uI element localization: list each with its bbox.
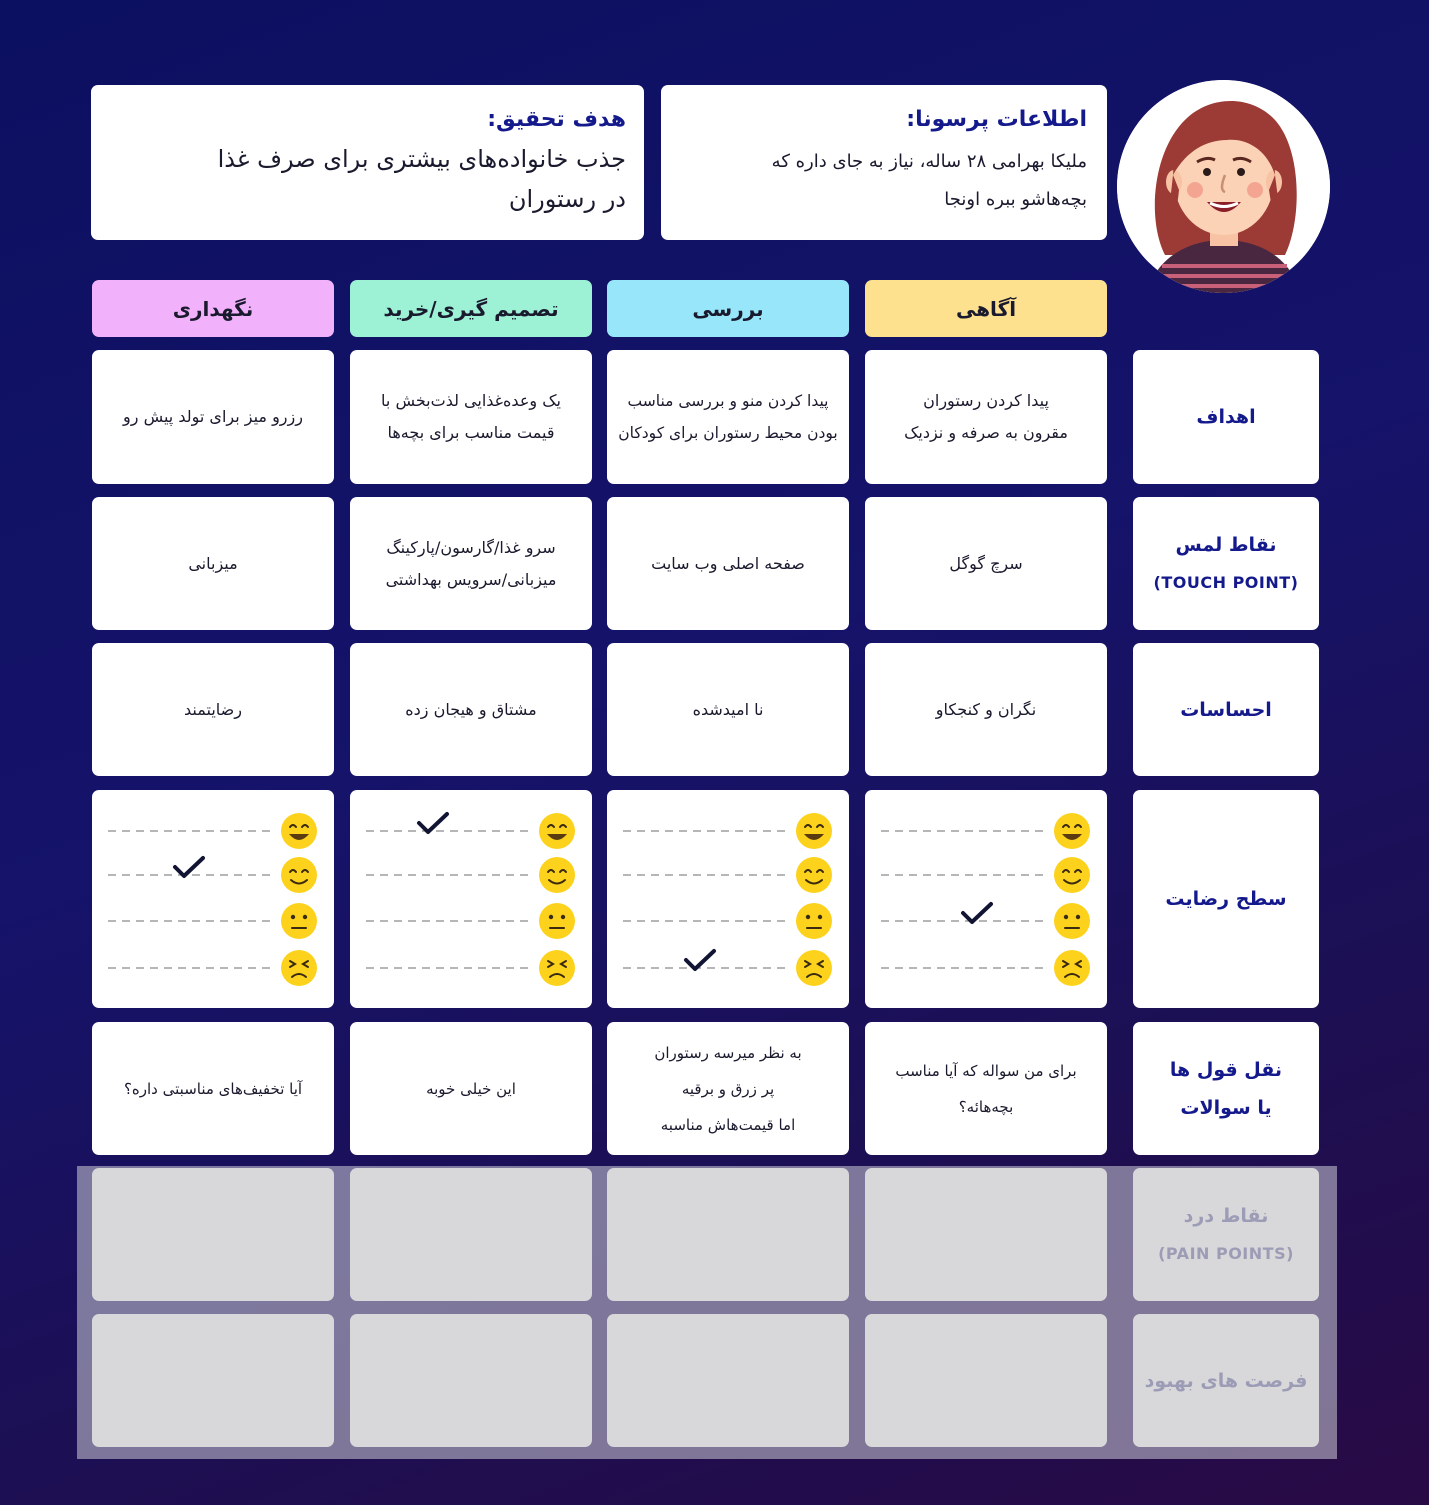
improvements-cell-retention <box>92 1314 334 1447</box>
cell-line: نگران و کنجکاو <box>935 699 1037 719</box>
row-label-touchpoints <box>1133 497 1319 630</box>
feelings-cell-decision <box>350 643 592 776</box>
row-label-quotes <box>1133 1022 1319 1155</box>
touchpoints-label: نقاط لمس <box>1175 533 1277 556</box>
row-label-painpoints <box>1133 1168 1319 1301</box>
cell-line: سرچ گوگل <box>949 553 1023 573</box>
satisfaction-scale <box>865 790 1107 1008</box>
touchpoints-cell-consideration <box>607 497 849 630</box>
check-mark-icon <box>175 858 203 876</box>
smiling-face-icon <box>1054 857 1090 893</box>
painpoints-cell-consideration <box>607 1168 849 1301</box>
goals-cell-awareness <box>865 350 1107 484</box>
quotes-label-line-1: نقل قول ها <box>1169 1058 1283 1081</box>
cell-line: یک وعده‌غذایی لذت‌بخش با <box>381 391 561 410</box>
cell-line: پیدا کردن رستوران <box>923 391 1049 410</box>
cell-line: سرو غذا/گارسون/پارکینگ <box>386 537 556 557</box>
improvements-cell-consideration <box>607 1314 849 1447</box>
row-label-satisfaction <box>1133 790 1319 1008</box>
very-happy-face-icon <box>796 813 832 849</box>
cell-line: مشتاق و هیجان زده <box>405 699 537 719</box>
cell-line: این خیلی خوبه <box>426 1079 516 1098</box>
quotes-cell-awareness <box>865 1022 1107 1155</box>
check-mark-icon <box>963 904 991 922</box>
quotes-cell-retention <box>92 1022 334 1155</box>
cell-line: قیمت مناسب برای بچه‌ها <box>387 423 555 442</box>
cell-line: به نظر میرسه رستوران <box>654 1043 802 1062</box>
cell-line: برای من سواله که آیا مناسب <box>895 1061 1077 1080</box>
cell-line: اما قیمت‌هاش مناسبه <box>660 1115 796 1134</box>
improvements-cell-awareness <box>865 1314 1107 1447</box>
row-label-improvements <box>1133 1314 1319 1447</box>
satisfaction-cell-retention <box>92 790 334 1008</box>
painpoints-cell-awareness <box>865 1168 1107 1301</box>
upset-face-icon <box>1054 950 1090 986</box>
row-label-feelings <box>1133 643 1319 776</box>
satisfaction-label: سطح رضایت <box>1165 888 1287 910</box>
goals-cell-consideration <box>607 350 849 484</box>
satisfaction-scale <box>350 790 592 1008</box>
persona-line-2: بچه‌هاشو ببره اونجا <box>944 189 1087 210</box>
quotes-cell-decision <box>350 1022 592 1155</box>
touchpoints-cell-awareness <box>865 497 1107 630</box>
cell-line: پر زرق و برقیه <box>681 1079 775 1098</box>
neutral-face-icon <box>281 903 317 939</box>
smiling-face-icon <box>281 857 317 893</box>
quotes-cell-consideration <box>607 1022 849 1155</box>
goal-title: هدف تحقیق: <box>487 107 626 132</box>
cell-line: صفحه اصلی وب سایت <box>651 553 805 573</box>
stage-awareness: آگاهی <box>865 280 1107 337</box>
very-happy-face-icon <box>539 813 575 849</box>
persona-line-1: ملیکا بهرامی ۲۸ ساله، نیاز به جای داره که <box>771 151 1087 172</box>
painpoints-sublabel: (PAIN POINTS) <box>1158 1243 1294 1263</box>
cell-line: رزرو میز برای تولد پیش رو <box>123 407 303 426</box>
neutral-face-icon <box>796 903 832 939</box>
very-happy-face-icon <box>281 813 317 849</box>
persona-card <box>661 85 1107 240</box>
stage-retention: نگهداری <box>92 280 334 337</box>
goal-line-2: در رستوران <box>508 185 626 213</box>
cell-line: آیا تخفیف‌های مناسبتی داره؟ <box>123 1079 303 1098</box>
goals-label: اهداف <box>1196 406 1256 428</box>
check-mark-icon <box>686 951 714 969</box>
neutral-face-icon <box>1054 903 1090 939</box>
check-mark-icon <box>419 814 447 832</box>
feelings-cell-retention <box>92 643 334 776</box>
improvements-cell-decision <box>350 1314 592 1447</box>
cell-line: نا امیدشده <box>692 699 764 719</box>
satisfaction-scale <box>92 790 334 1008</box>
cell-line: میزبانی/سرویس بهداشتی <box>385 569 557 589</box>
stage-consideration: بررسی <box>607 280 849 337</box>
upset-face-icon <box>281 950 317 986</box>
goal-line-1: جذب خانواده‌های بیشتری برای صرف غذا <box>217 145 626 173</box>
cell-line: رضایتمند <box>184 699 242 719</box>
goals-cell-decision <box>350 350 592 484</box>
satisfaction-cell-decision <box>350 790 592 1008</box>
research-goal-card <box>91 85 644 240</box>
touchpoints-cell-decision <box>350 497 592 630</box>
very-happy-face-icon <box>1054 813 1090 849</box>
woman-avatar-icon <box>1117 80 1330 293</box>
painpoints-cell-decision <box>350 1168 592 1301</box>
goals-cell-retention <box>92 350 334 484</box>
smiling-face-icon <box>796 857 832 893</box>
quotes-label-line-2: یا سوالات <box>1180 1096 1272 1119</box>
persona-title: اطلاعات پرسونا: <box>906 107 1087 132</box>
neutral-face-icon <box>539 903 575 939</box>
row-label-goals <box>1133 350 1319 484</box>
persona-description <box>681 143 1087 219</box>
feelings-label: احساسات <box>1180 698 1272 721</box>
smiling-face-icon <box>539 857 575 893</box>
upset-face-icon <box>539 950 575 986</box>
goal-description <box>109 139 626 219</box>
satisfaction-cell-awareness <box>865 790 1107 1008</box>
stage-decision-purchase: تصمیم گیری/خرید <box>350 280 592 337</box>
feelings-cell-consideration <box>607 643 849 776</box>
cell-line: بودن محیط رستوران برای کودکان <box>618 424 838 442</box>
cell-line: بچه‌هائه؟ <box>958 1097 1014 1116</box>
cell-line: پیدا کردن منو و بررسی مناسب <box>627 392 829 410</box>
painpoints-cell-retention <box>92 1168 334 1301</box>
touchpoints-cell-retention <box>92 497 334 630</box>
touchpoints-sublabel: (TOUCH POINT) <box>1153 572 1299 592</box>
satisfaction-scale <box>607 790 849 1008</box>
painpoints-label: نقاط درد <box>1183 1204 1269 1227</box>
upset-face-icon <box>796 950 832 986</box>
improvements-label: فرصت های بهبود <box>1144 1369 1308 1392</box>
cell-line: مقرون به صرفه و نزدیک <box>904 423 1068 442</box>
feelings-cell-awareness <box>865 643 1107 776</box>
cell-line: میزبانی <box>188 553 238 573</box>
satisfaction-cell-consideration <box>607 790 849 1008</box>
